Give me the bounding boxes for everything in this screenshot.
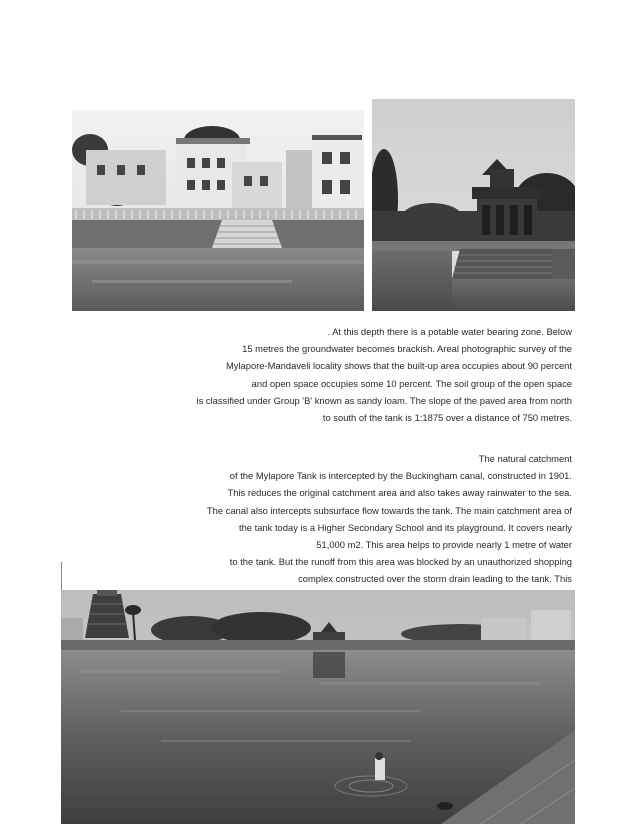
photo-ghats-houses <box>72 110 364 311</box>
paragraph-line: This reduces the original catchment area and also takes away rainwater to the sea. <box>227 487 572 499</box>
paragraph-line: 51,000 m2. This area helps to provide nearly 1 metre of water <box>316 539 572 551</box>
photo-panorama-tank <box>61 590 575 824</box>
divider-line <box>61 562 62 592</box>
paragraph-line: complex constructed over the storm drain leading to the tank. This <box>298 573 572 585</box>
paragraph-line: Mylapore-Mandaveli locality shows that the built-up area occupies about 90 percent <box>225 360 572 372</box>
paragraph-line: and open space occupies some 10 percent. The soil group of the open space <box>251 377 572 389</box>
paragraph-line: the tank today is a Higher Secondary School and its playground. It covers nearly <box>238 521 572 533</box>
paragraph-line: of the Mylapore Tank is intercepted by the Buckingham canal, constructed in 1901. <box>229 470 572 482</box>
paragraph-line: 15 metres the groundwater becomes brackish. Areal photographic survey of the <box>242 343 572 355</box>
paragraph-catchment <box>207 450 572 605</box>
paragraph-line: to south of the tank is 1:1875 over a distance of 750 metres. <box>322 412 572 424</box>
paragraph-depth-soil <box>197 323 573 426</box>
paragraph-line: The canal also intercepts subsurface flow towards the tank. The main catchment area of <box>206 504 572 516</box>
paragraph-line: The natural catchment <box>478 453 572 464</box>
paragraph-line: is classified under Group 'B' known as sandy loam. The slope of the paved area from north <box>196 394 572 406</box>
photo-tank-pavilion <box>372 99 575 311</box>
paragraph-line: to the tank. But the runoff from this area was blocked by an unauthorized shopping <box>229 556 572 568</box>
paragraph-line: . At this depth there is a potable water bearing zone. Below <box>327 326 572 337</box>
